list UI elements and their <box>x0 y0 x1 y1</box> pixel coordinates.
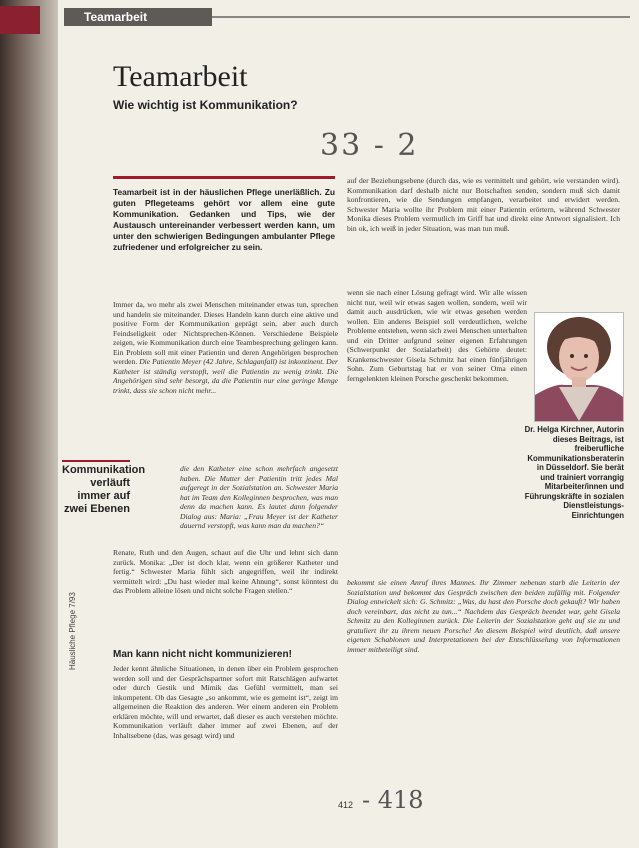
pull-quote-rule <box>62 460 130 462</box>
header-rule <box>212 16 630 18</box>
column2-paragraph-b: wenn sie nach einer Lösung gefragt wird. Wir alle wissen nicht nur, weil wir etwas sagen wollen, sondern, weil wir damit auch ausdrücken, wie wir etwas gesehen werden wollen. Ein anderes Beispiel soll verdeutlichen, welche Probleme entstehen, wenn sich zwei Menschen unterhalten und ein Dritter aufgrund seiner eigenen Erfahrungen (Schwerpunkt der Sozialarbeit) des Gehörte deutet: Krankenschwester Gisela Schmitz hat einen fünfjährigen Sohn. Zum Geburtstag hat er von seiner Oma einen ferngelenkten kleinen Porsche geschenkt bekommen. <box>347 288 527 383</box>
section-tab <box>64 8 212 26</box>
journal-reference: Häusliche Pflege 7/93 <box>68 592 77 670</box>
column1-paragraph-c: Renate, Ruth und den Augen, schaut auf die Uhr und lehnt sich dann zurück. Monika: „Der ist doch klar, wenn ein größerer Katheter und fertig.“ Schwester Maria fühlt sich angegriffen, weil ihr indirekt vermittelt wird: „Du hast wieder mal keine Ahnung“, sonst könntest du das Problem alleine lösen und nicht solche Fragen stellen.“ <box>113 548 338 596</box>
column1-text-a: Immer da, wo mehr als zwei Menschen miteinander etwas tun, sprechen und handeln sie miteinander. Dieses Handeln kann durch eine aktive und positive Form der Kommunikation geprägt sein, aber auch durch Feindseligkeit oder Nichtsprechen-Können. Verschiedene Beispiele zeigen, wie Kommunikation durch eine Teambesprechung gelingen kann. Ein Problem soll mit einer Patientin und deren Angehörigen besprochen werden. <box>113 300 338 367</box>
column1-text-a-italic: Die Patientin Meyer (42 Jahre, Schlaganfall) ist inkontinent. Der Katheter ist ständig verstopft, weil die Patientin zu wenig trinkt. Die Angehörigen sind sehr besorgt, da die Patientin nur eine geringe Menge trinkt, dass sie schon nicht mehr... <box>113 357 338 395</box>
page-number: 412 <box>338 800 354 810</box>
section-heading: Man kann nicht nicht kommunizieren! <box>113 649 292 660</box>
intro-rule <box>113 176 335 179</box>
article-intro: Teamarbeit ist in der häuslichen Pflege unerläßlich. Zu guten Pflegeteams gehört vor allem eine gute Kommunikation. Gedanken und Tips, wie der Austausch untereinander verbessert werden kann, um unter den schwierigen Bedingungen ambulanter Pflege zufriedener und erfolgreicher zu sein. <box>113 187 335 253</box>
column1-paragraph-b: die den Katheter eine schon mehrfach angesetzt haben. Die Mutter der Patientin tritt jedes Mal aufgeregt in der Sozialstation an. Schwester Maria hat im Team den Kolleginnen besprochen, was man denn da machen kann. Es lautet dann folgender Dialog aus: Maria: „Frau Meyer ist der Katheter dauernd verstopft, was kann man da machen?“ <box>180 464 338 531</box>
section-tab-label: Teamarbeit <box>84 10 148 24</box>
page-binding-edge <box>0 0 58 848</box>
article-title: Teamarbeit <box>113 60 248 93</box>
column2-paragraph-c: bekommt sie einen Anruf ihres Mannes. Ihr Zimmer nebenan starb die Leiterin der Sozialstation und bekommt das Gespräch zwischen den beiden zufällig mit. Folgender Dialog entwickelt sich: G. Schmitz: „Was, du hast den Porsche doch gekauft? Wir haben doch vereinbart, das nicht zu tun...“ Nachdem das Gespräch beendet war, geht Gisela Schmitz zu den Kolleginnen zurück. Die Leiterin der Sozialstation geht auf sie zu und gratuliert ihr zu ihrem neuen Porsche! An diesem Beispiel wird deutlich, daß unsere eigenen Schablonen und Interpretationen bei der Entschlüsselung von Informationen immer mitbeteiligt sind. <box>347 578 620 654</box>
handwritten-note: 33 - 2 <box>320 128 419 163</box>
handwritten-page-number: - 418 <box>362 786 424 814</box>
author-photo <box>534 312 624 422</box>
binding-tab-marker <box>0 6 40 34</box>
column2-paragraph-a: auf der Beziehungsebene (durch das, wie es vermittelt und gehört, wie verstanden wird). Kommunikation darf deshalb nicht nur Botschaften senden, sondern muß sich damit konfrontieren, wie die Sendungen empfangen, verarbeitet und erwidert werden. Schwester Maria wollte ihr Problem mit einer Patientin erörtern, während Schwester Monika dieses Problem vermutlich im Griff hat und direkt eine Antwort signalisiert. Ich bin ok, ich weiß in jeder Situation, was man tun muß. <box>347 176 620 233</box>
pull-quote: Kommunikation verläuft immer auf zwei Ebenen <box>62 464 146 515</box>
author-portrait-image <box>535 313 623 421</box>
column1-paragraph-d: Jeder kennt ähnliche Situationen, in denen über ein Problem gesprochen werden soll und der Gesprächspartner sofort mit Ratschlägen aufwartet oder durch Gestik und Mimik das Gefühl vermittelt, man sei inkompetent. Ob das Gesagte „so ankommt, wie es gemeint ist“, zeigt im allgemeinen die Reaktion des anderen. Wer einem anderen ein Problem erklären möchte, will und erwartet, daß dieser es auch verstehen möchte. Kommunikation verläuft daher immer auf zwei Ebenen, auf der Inhaltsebene (das, was gesagt wird) und <box>113 664 338 740</box>
column1-paragraph-a <box>113 300 338 395</box>
author-caption: Dr. Helga Kirchner, Autorin dieses Beitrags, ist freiberufliche Kommunikationsberaterin in Düsseldorf. Sie berät und trainiert vorrangig Mitarbeiter/innen und Führungskräfte in sozialen Dienstleistungs-Einrichtungen <box>524 425 624 520</box>
article-subtitle: Wie wichtig ist Kommunikation? <box>113 98 298 112</box>
